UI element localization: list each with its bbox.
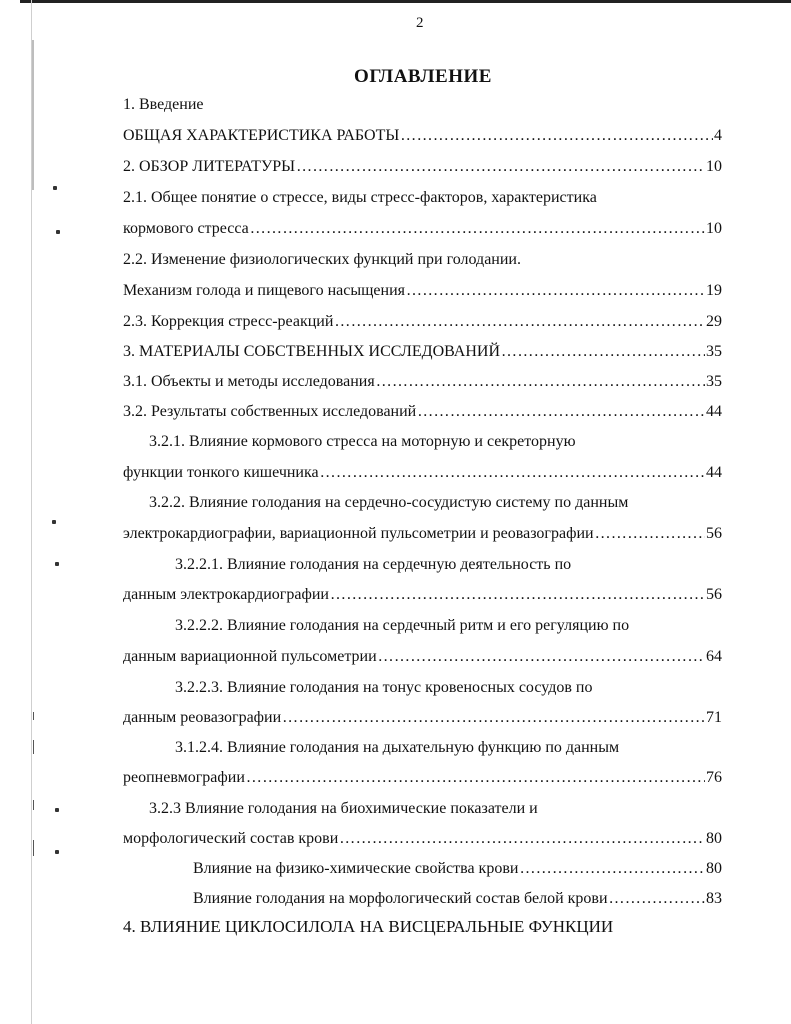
toc-line bbox=[123, 95, 204, 115]
toc-leader-dots bbox=[417, 402, 705, 422]
toc-text: 2. ОБЗОР ЛИТЕРАТУРЫ bbox=[123, 158, 296, 175]
toc-page-number: 35 bbox=[706, 343, 722, 360]
toc-entry[interactable] bbox=[123, 585, 722, 605]
scan-mark bbox=[52, 520, 56, 524]
toc-text: 2.1. Общее понятие о стрессе, виды стресс-факторов, характеристика bbox=[123, 189, 597, 206]
toc-leader-dots bbox=[595, 524, 705, 544]
toc-leader-dots bbox=[246, 768, 705, 788]
toc-text: 3.2.2.3. Влияние голодания на тонус кровеносных сосудов по bbox=[175, 679, 593, 696]
toc-text: данным электрокардиографии bbox=[123, 586, 329, 603]
toc-leader-dots bbox=[339, 829, 705, 849]
toc-line bbox=[149, 493, 628, 513]
toc-text: Механизм голода и пищевого насыщения bbox=[123, 282, 405, 299]
toc-page-number: 80 bbox=[706, 830, 722, 847]
toc-page-number: 29 bbox=[706, 313, 722, 330]
toc-leader-dots bbox=[501, 342, 705, 362]
toc-page-number: 44 bbox=[706, 403, 722, 420]
toc-text: Влияние голодания на морфологический состав белой крови bbox=[193, 890, 608, 907]
toc-page-number: 44 bbox=[706, 464, 722, 481]
toc-entry[interactable] bbox=[123, 768, 722, 788]
toc-entry[interactable] bbox=[123, 126, 722, 146]
toc-text: 3.2.2.1. Влияние голодания на сердечную деятельность по bbox=[175, 556, 572, 573]
toc-entry[interactable] bbox=[123, 708, 722, 728]
toc-line bbox=[123, 188, 597, 208]
toc-text: 3.2.2. Влияние голодания на сердечно-сосудистую систему по данным bbox=[149, 494, 629, 511]
toc-entry[interactable] bbox=[123, 342, 722, 362]
toc-text: 3.2.3 Влияние голодания на биохимические показатели и bbox=[149, 800, 538, 817]
toc-page-number: 19 bbox=[706, 282, 722, 299]
toc-line bbox=[175, 616, 629, 636]
toc-text: данным реовазографии bbox=[123, 709, 282, 726]
toc-line bbox=[149, 432, 576, 452]
toc-page-number: 80 bbox=[706, 860, 722, 877]
toc-entry[interactable] bbox=[123, 829, 722, 849]
toc-line bbox=[175, 738, 619, 758]
toc-page-number: 71 bbox=[706, 709, 722, 726]
toc-leader-dots bbox=[400, 126, 713, 146]
toc-text: данным вариационной пульсометрии bbox=[123, 648, 377, 665]
toc-page-number: 35 bbox=[706, 373, 722, 390]
toc-text: ОБЩАЯ ХАРАКТЕРИСТИКА РАБОТЫ bbox=[123, 127, 400, 144]
scan-mark bbox=[56, 230, 60, 234]
toc-entry[interactable] bbox=[123, 312, 722, 332]
toc-leader-dots bbox=[334, 312, 705, 332]
toc-text: 1. Введение bbox=[123, 96, 204, 113]
page-number: 2 bbox=[416, 15, 424, 31]
toc-text: реопневмографии bbox=[123, 769, 245, 786]
toc-text: Влияние на физико-химические свойства крови bbox=[193, 860, 519, 877]
toc-page-number: 56 bbox=[706, 586, 722, 603]
toc-leader-dots bbox=[378, 647, 705, 667]
toc-leader-dots bbox=[330, 585, 705, 605]
toc-entry[interactable] bbox=[123, 372, 722, 392]
toc-text: функции тонкого кишечника bbox=[123, 464, 319, 481]
toc-text: 3.2.2.2. Влияние голодания на сердечный ритм и его регуляцию по bbox=[175, 617, 630, 634]
scan-left-shadow bbox=[32, 40, 34, 190]
toc-text: морфологический состав крови bbox=[123, 830, 339, 847]
toc-page-number: 4 bbox=[714, 127, 722, 144]
toc-leader-dots bbox=[250, 219, 705, 239]
toc-page-number: 56 bbox=[706, 525, 722, 542]
toc-text: кормового стресса bbox=[123, 220, 249, 237]
toc-text: 3.2. Результаты собственных исследований bbox=[123, 403, 417, 420]
page-title: ОГЛАВЛЕНИЕ bbox=[354, 66, 492, 87]
toc-line bbox=[175, 555, 571, 575]
scan-mark bbox=[55, 850, 59, 854]
scan-mark bbox=[55, 808, 59, 812]
toc-leader-dots bbox=[376, 372, 705, 392]
toc-page-number: 64 bbox=[706, 648, 722, 665]
toc-leader-dots bbox=[519, 859, 705, 879]
scan-top-edge bbox=[20, 0, 791, 3]
toc-entry[interactable] bbox=[123, 647, 722, 667]
toc-entry[interactable] bbox=[123, 219, 722, 239]
toc-line bbox=[175, 678, 592, 698]
toc-line bbox=[123, 250, 521, 270]
scan-tick bbox=[33, 840, 34, 856]
toc-leader-dots bbox=[406, 281, 705, 301]
toc-leader-dots bbox=[282, 708, 705, 728]
toc-leader-dots bbox=[320, 463, 705, 483]
toc-entry[interactable] bbox=[193, 889, 722, 909]
toc-text: 3. МАТЕРИАЛЫ СОБСТВЕННЫХ ИССЛЕДОВАНИЙ bbox=[123, 343, 501, 360]
toc-leader-dots bbox=[609, 889, 705, 909]
toc-page-number: 76 bbox=[706, 769, 722, 786]
scan-tick bbox=[33, 712, 34, 720]
toc-entry[interactable] bbox=[123, 281, 722, 301]
toc-text: 3.2.1. Влияние кормового стресса на моторную и секреторную bbox=[149, 433, 576, 450]
toc-text: 3.1. Объекты и методы исследования bbox=[123, 373, 375, 390]
toc-text: электрокардиографии, вариационной пульсометрии и реовазографии bbox=[123, 525, 594, 542]
scan-mark bbox=[55, 562, 59, 566]
toc-entry[interactable] bbox=[123, 402, 722, 422]
toc-entry[interactable] bbox=[123, 524, 722, 544]
toc-entry[interactable] bbox=[123, 463, 722, 483]
toc-page-number: 10 bbox=[706, 158, 722, 175]
toc-page-number: 10 bbox=[706, 220, 722, 237]
toc-text: 2.3. Коррекция стресс-реакций bbox=[123, 313, 334, 330]
toc-entry[interactable] bbox=[193, 859, 722, 879]
toc-text: 2.2. Изменение физиологических функций при голодании. bbox=[123, 251, 521, 268]
toc-page-number: 83 bbox=[706, 890, 722, 907]
toc-text: 3.1.2.4. Влияние голодания на дыхательную функцию по данным bbox=[175, 739, 620, 756]
toc-line bbox=[149, 799, 538, 819]
toc-text: 4. ВЛИЯНИЕ ЦИКЛОСИЛОЛА НА ВИСЦЕРАЛЬНЫЕ ФУНКЦИИ bbox=[123, 917, 614, 936]
scan-tick bbox=[33, 800, 34, 810]
scan-tick bbox=[33, 740, 34, 754]
toc-leader-dots bbox=[296, 157, 705, 177]
toc-entry[interactable] bbox=[123, 157, 722, 177]
scan-mark bbox=[53, 186, 57, 190]
toc-line bbox=[123, 917, 613, 937]
